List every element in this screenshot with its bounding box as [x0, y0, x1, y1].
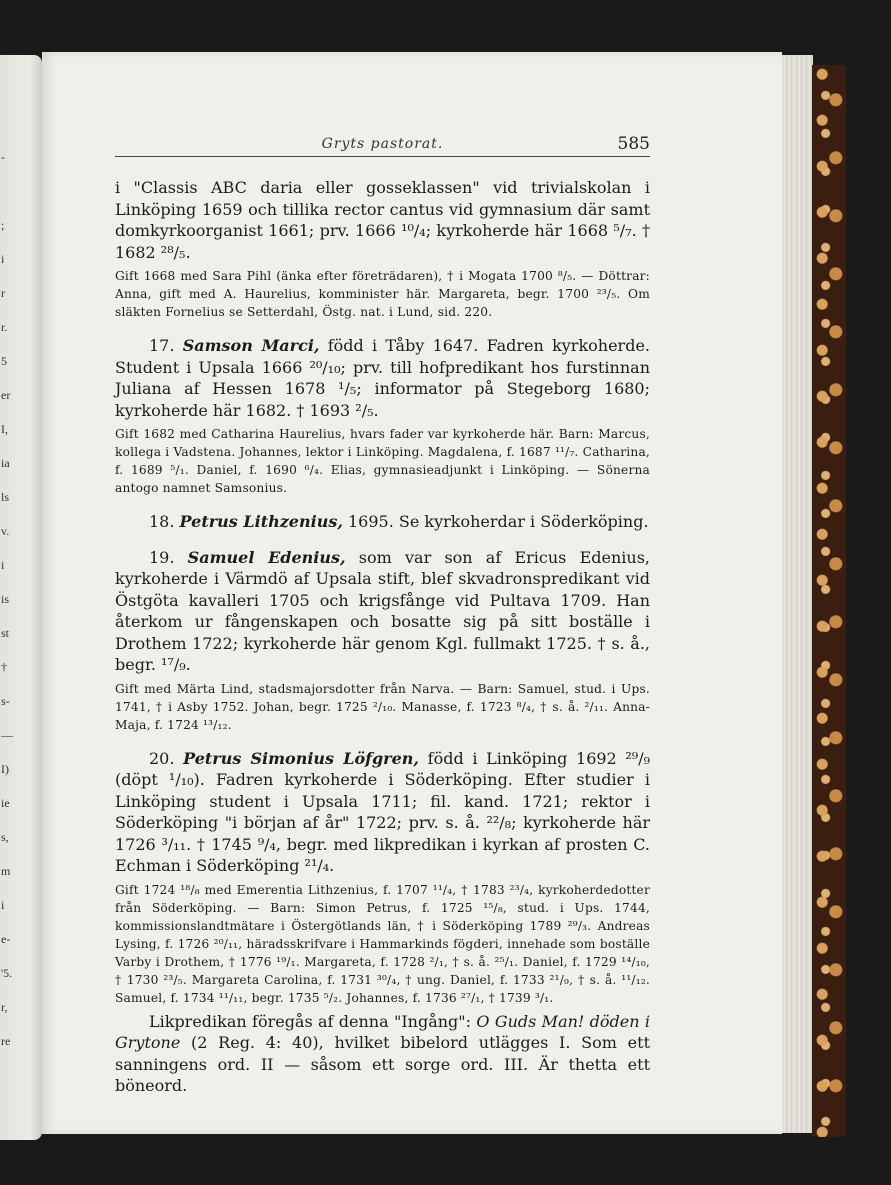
entry-17-number: 17. — [149, 336, 175, 355]
left-margin-fragment: I, — [1, 422, 8, 436]
entry-17 — [115, 335, 650, 421]
entry-18-text: 1695. Se kyrkoherdar i Söderköping. — [342, 512, 649, 531]
page-number: 585 — [617, 134, 650, 154]
left-margin-fragment: † — [1, 660, 7, 674]
left-margin-fragment: ia — [1, 456, 10, 470]
entry-18-number: 18. — [149, 512, 175, 531]
left-margin-fragment: ; — [1, 218, 5, 232]
left-margin-fragment: v. — [1, 524, 10, 538]
left-margin-fragment: m — [1, 864, 11, 878]
note-19: Gift med Märta Lind, stadsmajorsdotter från Narva. — Barn: Samuel, stud. i Ups. 1741, † i Asby 1752. Johan, begr. 1725 ²/₁₀. Manasse, f. 1723 ⁸/₄, † s. å. ²/₁₁. Anna-Maja, f. 1724 ¹³/₁₂. — [115, 681, 650, 732]
left-page-edge — [0, 55, 42, 1140]
final-text-italic: O Guds Man! döden i Grytone — [115, 1011, 650, 1052]
entry-20-number: 20. — [149, 748, 175, 768]
entry-20-text: född i Linköping 1692 ²⁹/₉ (döpt ¹/₁₀). Fadren kyrkoherde i Söderköping. Efter studier i Linköping student i Upsala 1711; fil. kand. 1721; rektor i Söderköping "i början af år" 1722; prv. s. å. ²²/₈; kyrkoherde här 1726 ³/₁₁. † 1745 ⁹/₄, begr. med likpredikan i kyrkan af prosten C. Echman i Söderköping ²¹/₄. — [115, 748, 651, 875]
page-content — [115, 177, 650, 1097]
left-margin-fragment: i — [1, 252, 5, 266]
final-text-b: (2 Reg. 4: 40), hvilket bibelord utlägges I. Som ett sanningens ord. II — såsom ett sorge ord. III. Är thetta ett böneord. — [115, 1033, 650, 1095]
left-margin-fragment: st — [1, 626, 10, 640]
paragraph-continuation: i "Classis ABC daria eller gosseklassen" vid trivialskolan i Linköping 1659 och tillika rector cantus vid gymnasium där samt domkyrkoorganist 1661; prv. 1666 ¹⁰/₄; kyrkoherde här 1668 ⁵/₇. † 1682 ²⁸/₅. — [115, 178, 650, 262]
left-margin-fragment: '5. — [1, 966, 13, 980]
left-margin-fragment: i — [1, 898, 5, 912]
running-title: Gryts pastorat. — [321, 136, 444, 152]
left-margin-fragment: i — [1, 558, 5, 572]
left-margin-fragment: - — [1, 150, 5, 164]
left-margin-fragment: ls — [1, 490, 10, 504]
left-margin-fragment: re — [1, 1034, 11, 1048]
entry-19-name: Samuel Edenius, — [187, 547, 346, 567]
left-margin-fragment: r. — [1, 320, 8, 334]
entry-20 — [115, 748, 650, 877]
entry-19-number: 19. — [149, 547, 175, 567]
book-cover-edge — [812, 65, 846, 1137]
left-margin-fragment: r, — [1, 1000, 8, 1014]
left-margin-fragment: 5 — [1, 354, 7, 368]
final-text-a: Likpredikan föregås af denna "Ingång": — [149, 1011, 477, 1031]
left-margin-fragment: — — [1, 728, 13, 742]
entry-17-name: Samson Marci, — [182, 336, 320, 355]
note-20: Gift 1724 ¹⁸/₈ med Emerentia Lithzenius, f. 1707 ¹¹/₄, † 1783 ²³/₄, kyrkoherdedotter från Söderköping. — Barn: Simon Petrus, f. 1725 ¹⁵/₈, stud. i Ups. 1744, kommissionslandtmätare i Östergötlands län, † i Söderköping 1789 ²⁹/₃. Andreas Lysing, f. 1726 ²⁰/₁₁, häradsskrifvare i Hammarkinds fögderi, innehade som boställe Varby i Drothem, † 1776 ¹⁹/₁. Margareta, f. 1728 ²/₁, † s. å. ²⁵/₁. Daniel, f. 1729 ¹⁴/₁₀, † 1730 ²³/₅. Margareta Carolina, f. 1731 ³⁰/₄, † ung. Daniel, f. 1733 ²¹/₉, † s. å. ¹¹/₁₂. Samuel, f. 1734 ¹¹/₁₁, begr. 1735 ⁵/₂. Johannes, f. 1736 ²⁷/₁, † 1739 ³/₁. — [115, 882, 650, 1005]
entry-18 — [115, 511, 650, 533]
entry-17-text: född i Tåby 1647. Fadren kyrkoherde. Student i Upsala 1666 ²⁰/₁₀; prv. till hofpredikant hos furstinnan Juliana af Hessen 1678 ¹/₅; informator på Stegeborg 1680; kyrkoherde här 1682. † 1693 ²/₅. — [115, 336, 650, 420]
left-margin-fragment: s- — [1, 694, 10, 708]
entry-19-text: som var son af Ericus Edenius, kyrkoherde i Värmdö af Upsala stift, blef skvadronspredikant vid Östgöta kavalleri 1705 och krigsfånge vid Pultava 1709. Han återkom ur fångenskapen och bosatte sig på sitt boställe i Drothem 1722; kyrkoherde här genom Kgl. fullmakt 1725. † s. å., begr. ¹⁷/₉. — [115, 547, 651, 674]
final-paragraph — [115, 1011, 650, 1097]
page-header — [115, 134, 650, 157]
entry-18-name: Petrus Lithzenius, — [179, 512, 343, 531]
left-margin-fragment: e- — [1, 932, 11, 946]
left-margin-fragment: ie — [1, 796, 10, 810]
left-margin-fragment: er — [1, 388, 11, 402]
left-margin-fragment: I) — [1, 762, 9, 776]
left-margin-fragment: s, — [1, 830, 9, 844]
note-17: Gift 1682 med Catharina Haurelius, hvars fader var kyrkoherde här. Barn: Marcus, kollega i Vadstena. Johannes, lektor i Linköping. Magdalena, f. 1687 ¹¹/₇. Catharina, f. 1689 ⁵/₁. Daniel, f. 1690 ⁶/₄. Elias, gymnasieadjunkt i Linköping. — Sönerna antogo namnet Samsonius. — [115, 427, 650, 495]
left-margin-fragment: r — [1, 286, 5, 300]
entry-19 — [115, 547, 650, 676]
note-16: Gift 1668 med Sara Pihl (änka efter företrädaren), † i Mogata 1700 ⁸/₅. — Döttrar: Anna, gift med A. Haurelius, komminister här. Margareta, begr. 1700 ²³/₅. Om släkten Fornelius se Setterdahl, Östg. nat. i Lund, sid. 220. — [115, 269, 650, 319]
left-margin-fragment: is — [1, 592, 10, 606]
entry-20-name: Petrus Simonius Löfgren, — [183, 748, 419, 768]
